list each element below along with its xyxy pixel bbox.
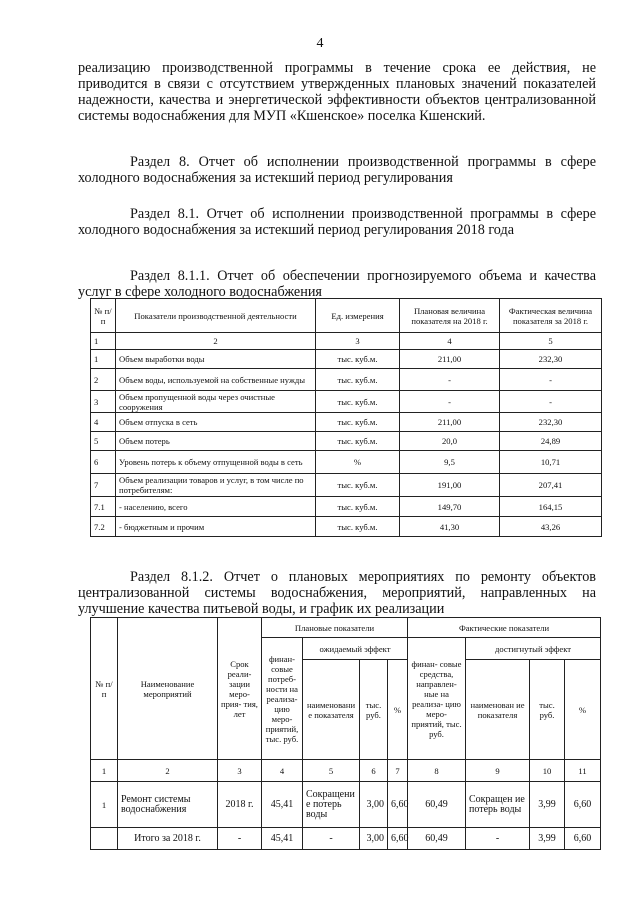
row-name: Ремонт системы водоснабжения xyxy=(118,782,218,828)
row-fact-indicator: Сокращен ие потерь воды xyxy=(466,782,530,828)
section-8-1-2-line: централизованной системы водоснабжения, мероприятий, направленных на xyxy=(78,585,596,601)
header-plan-fin: финан- совые потреб- ности на реализа- цию меро- приятий, тыс. руб. xyxy=(262,638,303,760)
table-row xyxy=(91,497,602,517)
header-expected-effect: ожидаемый эффект xyxy=(303,638,408,660)
section-8-heading xyxy=(78,154,596,186)
table-row xyxy=(91,350,602,369)
header-num: № п/п xyxy=(91,299,116,333)
row-fact-rub: 3,99 xyxy=(530,828,565,850)
section-8-1-1-line: услуг в сфере холодного водоснабжения xyxy=(78,284,322,300)
colnum-cell: 3 xyxy=(218,760,262,782)
row-plan-rub: 3,00 xyxy=(360,828,388,850)
row-fact: 24,89 xyxy=(500,432,602,451)
row-name: - населению, всего xyxy=(116,497,316,517)
table-row xyxy=(91,517,602,537)
header-plan-pct: % xyxy=(388,660,408,760)
row-plan: - xyxy=(400,391,500,413)
colnum-cell: 6 xyxy=(360,760,388,782)
section-8-1-1-line: Раздел 8.1.1. Отчет об обеспечении прогнозируемого объема и качества xyxy=(130,268,596,284)
row-fact-pct: 6,60 xyxy=(565,828,601,850)
header-term: Срок реали- зации меро- прия- тия, лет xyxy=(218,618,262,760)
table-row-total xyxy=(91,828,601,850)
row-plan-fin: 45,41 xyxy=(262,828,303,850)
colnum-cell: 5 xyxy=(500,333,602,350)
production-indicators-table xyxy=(90,298,602,537)
colnum-cell: 7 xyxy=(388,760,408,782)
row-name: Объем пропущенной воды через очистные сооружения xyxy=(116,391,316,413)
header-fact: Фактическая величина показателя за 2018 г. xyxy=(500,299,602,333)
header-fact-pct: % xyxy=(565,660,601,760)
colnum-cell: 4 xyxy=(262,760,303,782)
column-number-row xyxy=(91,333,602,350)
row-num: 7 xyxy=(91,474,116,497)
row-unit: тыс. куб.м. xyxy=(316,391,400,413)
section-8-line: Раздел 8. Отчет об исполнении производственной программы в сфере xyxy=(130,154,596,170)
row-unit: % xyxy=(316,451,400,474)
intro-line: надежности, качества и энергетической эффективности объектов централизованной xyxy=(78,92,596,108)
row-name: Объем выработки воды xyxy=(116,350,316,369)
row-fact: 207,41 xyxy=(500,474,602,497)
row-plan: 191,00 xyxy=(400,474,500,497)
row-num: 1 xyxy=(91,350,116,369)
header-indicator: Показатели производственной деятельности xyxy=(116,299,316,333)
colnum-cell: 9 xyxy=(466,760,530,782)
colnum-cell: 1 xyxy=(91,333,116,350)
row-fact: 164,15 xyxy=(500,497,602,517)
row-num: 5 xyxy=(91,432,116,451)
header-fact-indicator: наименован ие показателя xyxy=(466,660,530,760)
section-8-1-2-line: Раздел 8.1.2. Отчет о плановых мероприятиях по ремонту объектов xyxy=(130,569,596,585)
row-plan-indicator: - xyxy=(303,828,360,850)
row-plan-pct: 6,60 xyxy=(388,782,408,828)
intro-line: реализацию производственной программы в течение срока ее действия, не xyxy=(78,60,596,76)
row-unit: тыс. куб.м. xyxy=(316,350,400,369)
row-plan: 20,0 xyxy=(400,432,500,451)
header-name: Наименование мероприятий xyxy=(118,618,218,760)
header-plan-indicator: наименовани е показателя xyxy=(303,660,360,760)
header-plan-group: Плановые показатели xyxy=(262,618,408,638)
colnum-cell: 2 xyxy=(116,333,316,350)
section-8-1-heading xyxy=(78,206,596,238)
colnum-cell: 4 xyxy=(400,333,500,350)
row-plan: 211,00 xyxy=(400,350,500,369)
row-fact: 43,26 xyxy=(500,517,602,537)
row-num: 7.1 xyxy=(91,497,116,517)
row-unit: тыс. куб.м. xyxy=(316,369,400,391)
row-num: 3 xyxy=(91,391,116,413)
row-term: - xyxy=(218,828,262,850)
row-unit: тыс. куб.м. xyxy=(316,517,400,537)
header-plan: Плановая величина показателя на 2018 г. xyxy=(400,299,500,333)
colnum-cell: 10 xyxy=(530,760,565,782)
row-plan: - xyxy=(400,369,500,391)
intro-line: приводится в связи с отсутствием утвержденных плановых значений показателей xyxy=(78,76,596,92)
page-number: 4 xyxy=(316,36,324,51)
column-number-row xyxy=(91,760,601,782)
row-fact: - xyxy=(500,391,602,413)
colnum-cell: 1 xyxy=(91,760,118,782)
section-8-line: холодного водоснабжения за истекший период регулирования xyxy=(78,170,453,186)
row-name: Уровень потерь к объему отпущенной воды в сеть xyxy=(116,451,316,474)
table-row xyxy=(91,413,602,432)
colnum-cell: 11 xyxy=(565,760,601,782)
row-plan: 9,5 xyxy=(400,451,500,474)
repair-measures-table xyxy=(90,617,601,850)
header-fact-rub: тыс. руб. xyxy=(530,660,565,760)
row-fact-pct: 6,60 xyxy=(565,782,601,828)
row-fact: - xyxy=(500,369,602,391)
row-plan-pct: 6,60 xyxy=(388,828,408,850)
row-num: 6 xyxy=(91,451,116,474)
row-fact: 10,71 xyxy=(500,451,602,474)
row-name: Объем воды, используемой на собственные нужды xyxy=(116,369,316,391)
header-fact-group: Фактические показатели xyxy=(408,618,601,638)
row-unit: тыс. куб.м. xyxy=(316,413,400,432)
row-num: 1 xyxy=(91,782,118,828)
table-header-row xyxy=(91,299,602,333)
row-plan-indicator: Сокращени е потерь воды xyxy=(303,782,360,828)
colnum-cell: 2 xyxy=(118,760,218,782)
row-num: 4 xyxy=(91,413,116,432)
row-fact: 232,30 xyxy=(500,350,602,369)
row-unit: тыс. куб.м. xyxy=(316,497,400,517)
section-8-1-1-heading xyxy=(78,268,596,300)
row-unit: тыс. куб.м. xyxy=(316,432,400,451)
section-8-1-2-line: улучшение качества питьевой воды, и график их реализации xyxy=(78,601,445,617)
colnum-cell: 3 xyxy=(316,333,400,350)
section-8-1-2-heading xyxy=(78,569,596,617)
row-plan: 211,00 xyxy=(400,413,500,432)
row-unit: тыс. куб.м. xyxy=(316,474,400,497)
header-achieved-effect: достигнутый эффект xyxy=(466,638,601,660)
row-name: Объем потерь xyxy=(116,432,316,451)
row-fact-indicator: - xyxy=(466,828,530,850)
table-row xyxy=(91,369,602,391)
row-name: Объем отпуска в сеть xyxy=(116,413,316,432)
section-8-1-line: холодного водоснабжения за истекший период регулирования 2018 года xyxy=(78,222,515,238)
intro-line: системы водоснабжения для МУП «Кшенское» поселка Кшенский. xyxy=(78,108,486,124)
row-plan: 41,30 xyxy=(400,517,500,537)
colnum-cell: 5 xyxy=(303,760,360,782)
row-num: 2 xyxy=(91,369,116,391)
row-term: 2018 г. xyxy=(218,782,262,828)
table-row xyxy=(91,432,602,451)
section-8-1-line: Раздел 8.1. Отчет об исполнении производственной программы в сфере xyxy=(130,206,596,222)
row-plan-fin: 45,41 xyxy=(262,782,303,828)
table-row xyxy=(91,451,602,474)
table-row xyxy=(91,782,601,828)
header-num: № п/п xyxy=(91,618,118,760)
row-fact: 232,30 xyxy=(500,413,602,432)
header-fact-fin: финан- совые средства, направлен- ные на реализа- цию меро- приятий, тыс. руб. xyxy=(408,638,466,760)
row-plan: 149,70 xyxy=(400,497,500,517)
table-row xyxy=(91,474,602,497)
row-num xyxy=(91,828,118,850)
row-plan-rub: 3,00 xyxy=(360,782,388,828)
row-name: - бюджетным и прочим xyxy=(116,517,316,537)
row-name: Объем реализации товаров и услуг, в том числе по потребителям: xyxy=(116,474,316,497)
row-fact-rub: 3,99 xyxy=(530,782,565,828)
row-fact-fin: 60,49 xyxy=(408,782,466,828)
intro-paragraph xyxy=(78,60,596,124)
colnum-cell: 8 xyxy=(408,760,466,782)
row-num: 7.2 xyxy=(91,517,116,537)
table-row xyxy=(91,391,602,413)
row-fact-fin: 60,49 xyxy=(408,828,466,850)
header-unit: Ед. измерения xyxy=(316,299,400,333)
row-name: Итого за 2018 г. xyxy=(118,828,218,850)
header-plan-rub: тыс. руб. xyxy=(360,660,388,760)
